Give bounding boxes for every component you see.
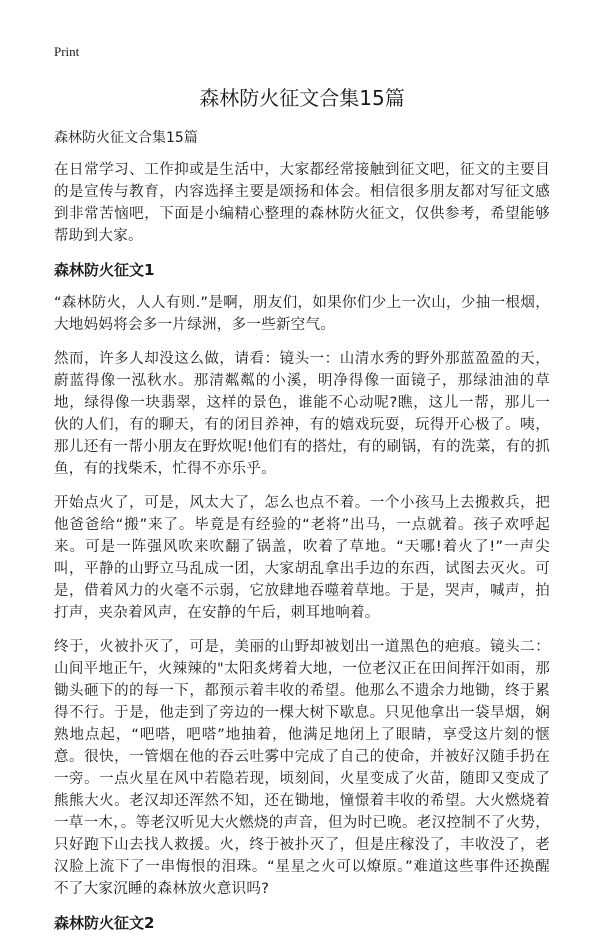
paragraph: 然而，许多人却没这么做，请看：镜头一：山清水秀的野外那蓝盈盈的天，蔚蓝得像一泓秋水。那清粼粼的小溪，明净得像一面镜子，那绿油油的草地，绿得像一块翡翠，这样的景色，谁能不心动呢?瞧，这儿一帮，那儿一伙的人们，有的聊天，有的闭目养神，有的嬉戏玩耍，玩得开心极了。咦，那儿还有一帮小朋友在野炊呢!他们有的搭灶，有的刷锅，有的洗菜，有的抓鱼，有的找柴禾，忙得不亦乐乎。 — [54, 351, 550, 477]
document-page — [54, 44, 550, 945]
intro-paragraph: 在日常学习、工作抑或是生活中，大家都经常接触到征文吧，征文的主要目的是宣传与教育，内容选择主要是颂扬和体会。相信很多朋友都对写征文感到非常苦恼吧，下面是小编精心整理的森林防火征文，仅供参考，希望能够帮助到大家。 — [54, 162, 550, 244]
paragraph: 开始点火了，可是，风太大了，怎么也点不着。一个小孩马上去搬救兵，把他爸爸给“搬”来了。毕竟是有经验的“老将”出马，一点就着。孩子欢呼起来。可是一阵强风吹来吹翻了锅盖，吹着了草地。“天哪!着火了!”一声尖叫，平静的山野立马乱成一团，大家胡乱拿出手边的东西，试图去灭火。可是，借着风力的火毫不示弱，它放肆地吞噬着草地。于是，哭声，喊声，拍打声，夹杂着风声，在安静的午后，刺耳地响着。 — [54, 495, 550, 621]
section-heading: 森林防火征文1 — [54, 261, 155, 279]
document-title: 森林防火征文合集15篇 — [199, 86, 405, 110]
document-subtitle: 森林防火征文合集15篇 — [54, 130, 198, 146]
paragraph: 终于，火被扑灭了，可是，美丽的山野却被划出一道黑色的疤痕。镜头二：山间平地正午，火辣辣的"太阳炙烤着大地，一位老汉正在田间挥汗如雨，那锄头砸下的的每一下，都预示着丰收的希望。他那么不遗余力地锄，终于累得不行。于是，他走到了旁边的一棵大树下歇息。只见他拿出一袋旱烟，娴熟地点起，“吧嗒，吧嗒”地抽着，他满足地闭上了眼睛，享受这片刻的惬意。很快，一管烟在他的吞云吐雾中完成了自己的使命，并被好汉随手扔在一旁。一点火星在风中若隐若现，顷刻间，火星变成了火苗，随即又变成了熊熊大火。老汉却还浑然不知，还在锄地，憧憬着丰收的希望。大火燃烧着一草一木，。等老汉听见大火燃烧的声音，但为时已晚。老汉控制不了火势，只好跑下山去找人救援。火，终于被扑灭了，但是庄稼没了，丰收没了，老汉脸上流下了一串悔恨的泪珠。“星星之火可以燎原。”难道这些事件还换醒不了大家沉睡的森林放火意识吗? — [54, 639, 550, 897]
section-heading: 森林防火征文2 — [54, 914, 155, 932]
paragraph: “森林防火，人人有则.”是啊，朋友们，如果你们少上一次山，少抽一根烟，大地妈妈将会多一片绿洲，多一些新空气。 — [54, 295, 550, 333]
print-link[interactable]: Print — [54, 44, 80, 59]
